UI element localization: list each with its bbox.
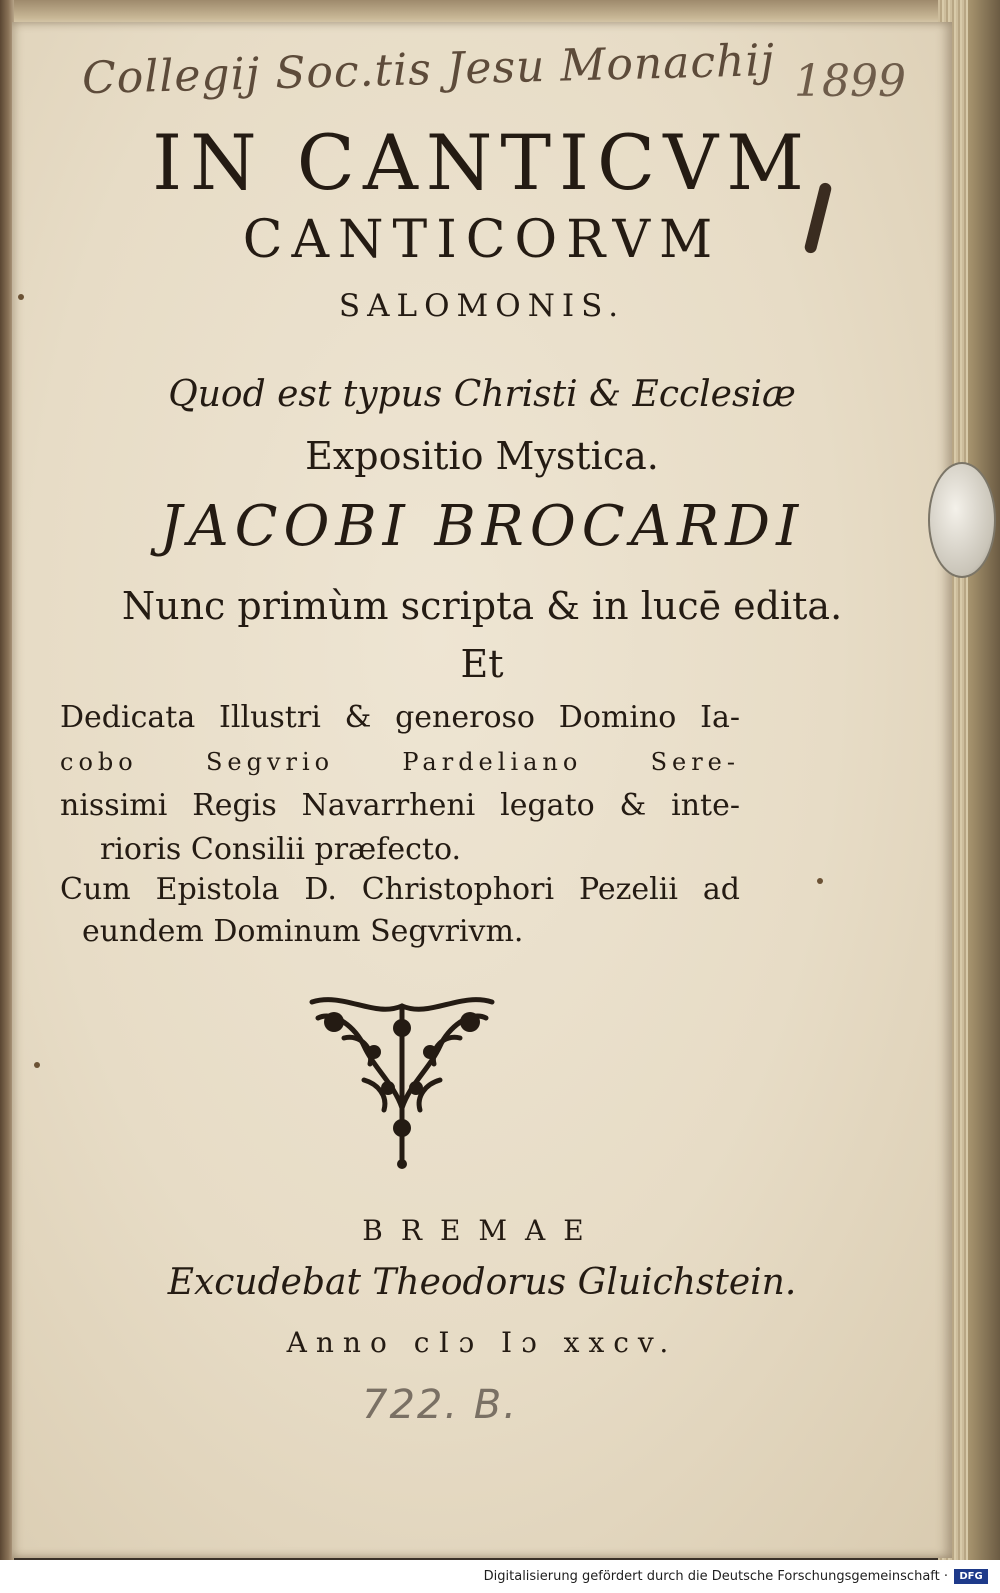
page-clip bbox=[928, 462, 996, 578]
foxing-spot bbox=[817, 878, 823, 884]
title-line-3: SALOMONIS. bbox=[338, 288, 626, 324]
title-line-2: CANTICORVM bbox=[242, 210, 722, 270]
dfg-logo: DFG bbox=[954, 1569, 988, 1584]
printer-ornament bbox=[304, 988, 500, 1172]
et-line: Et bbox=[460, 642, 504, 686]
title-page bbox=[12, 22, 952, 1558]
epistle-line: Cum Epistola D. Christophori Pezelii ad bbox=[60, 872, 740, 907]
imprint-year: Anno cIɔ Iɔ xxcv. bbox=[286, 1326, 678, 1359]
footer-credit-text: Digitalisierung gefördert durch die Deutsche Forschungsgemeinschaft · bbox=[483, 1569, 948, 1584]
imprint-city: BREMAE bbox=[362, 1214, 602, 1247]
epistle-line: eundem Dominum Segvrivm. bbox=[82, 914, 524, 949]
book-fore-edge-shadow bbox=[968, 0, 1000, 1560]
foxing-spot bbox=[34, 1062, 40, 1068]
title-line-1: IN CANTICVM bbox=[152, 118, 812, 207]
subtitle-line-1: Quod est typus Christi & Ecclesiæ bbox=[168, 374, 796, 415]
dedication-line: Dedicata Illustri & generoso Domino Ia- bbox=[60, 700, 740, 735]
dedication-line: nissimi Regis Navarrheni legato & inte- bbox=[60, 788, 740, 823]
digitization-footer bbox=[0, 1560, 1000, 1593]
edition-note: Nunc primùm scripta & in lucē edita. bbox=[121, 584, 843, 628]
dedication-line: cobo Segvrio Pardeliano Sere- bbox=[60, 748, 740, 776]
shelfmark-inscription: 722. B. bbox=[362, 1382, 518, 1428]
owner-inscription: Collegij Soc.tis Jesu Monachij bbox=[81, 35, 776, 105]
imprint-printer: Excudebat Theodorus Gluichstein. bbox=[167, 1262, 797, 1303]
year-note: 1899 bbox=[794, 56, 906, 107]
dedication-line: rioris Consilii præfecto. bbox=[100, 832, 462, 867]
foxing-spot bbox=[18, 294, 24, 300]
subtitle-line-2: Expositio Mystica. bbox=[305, 434, 659, 478]
author-name: JACOBI BROCARDI bbox=[159, 494, 805, 559]
